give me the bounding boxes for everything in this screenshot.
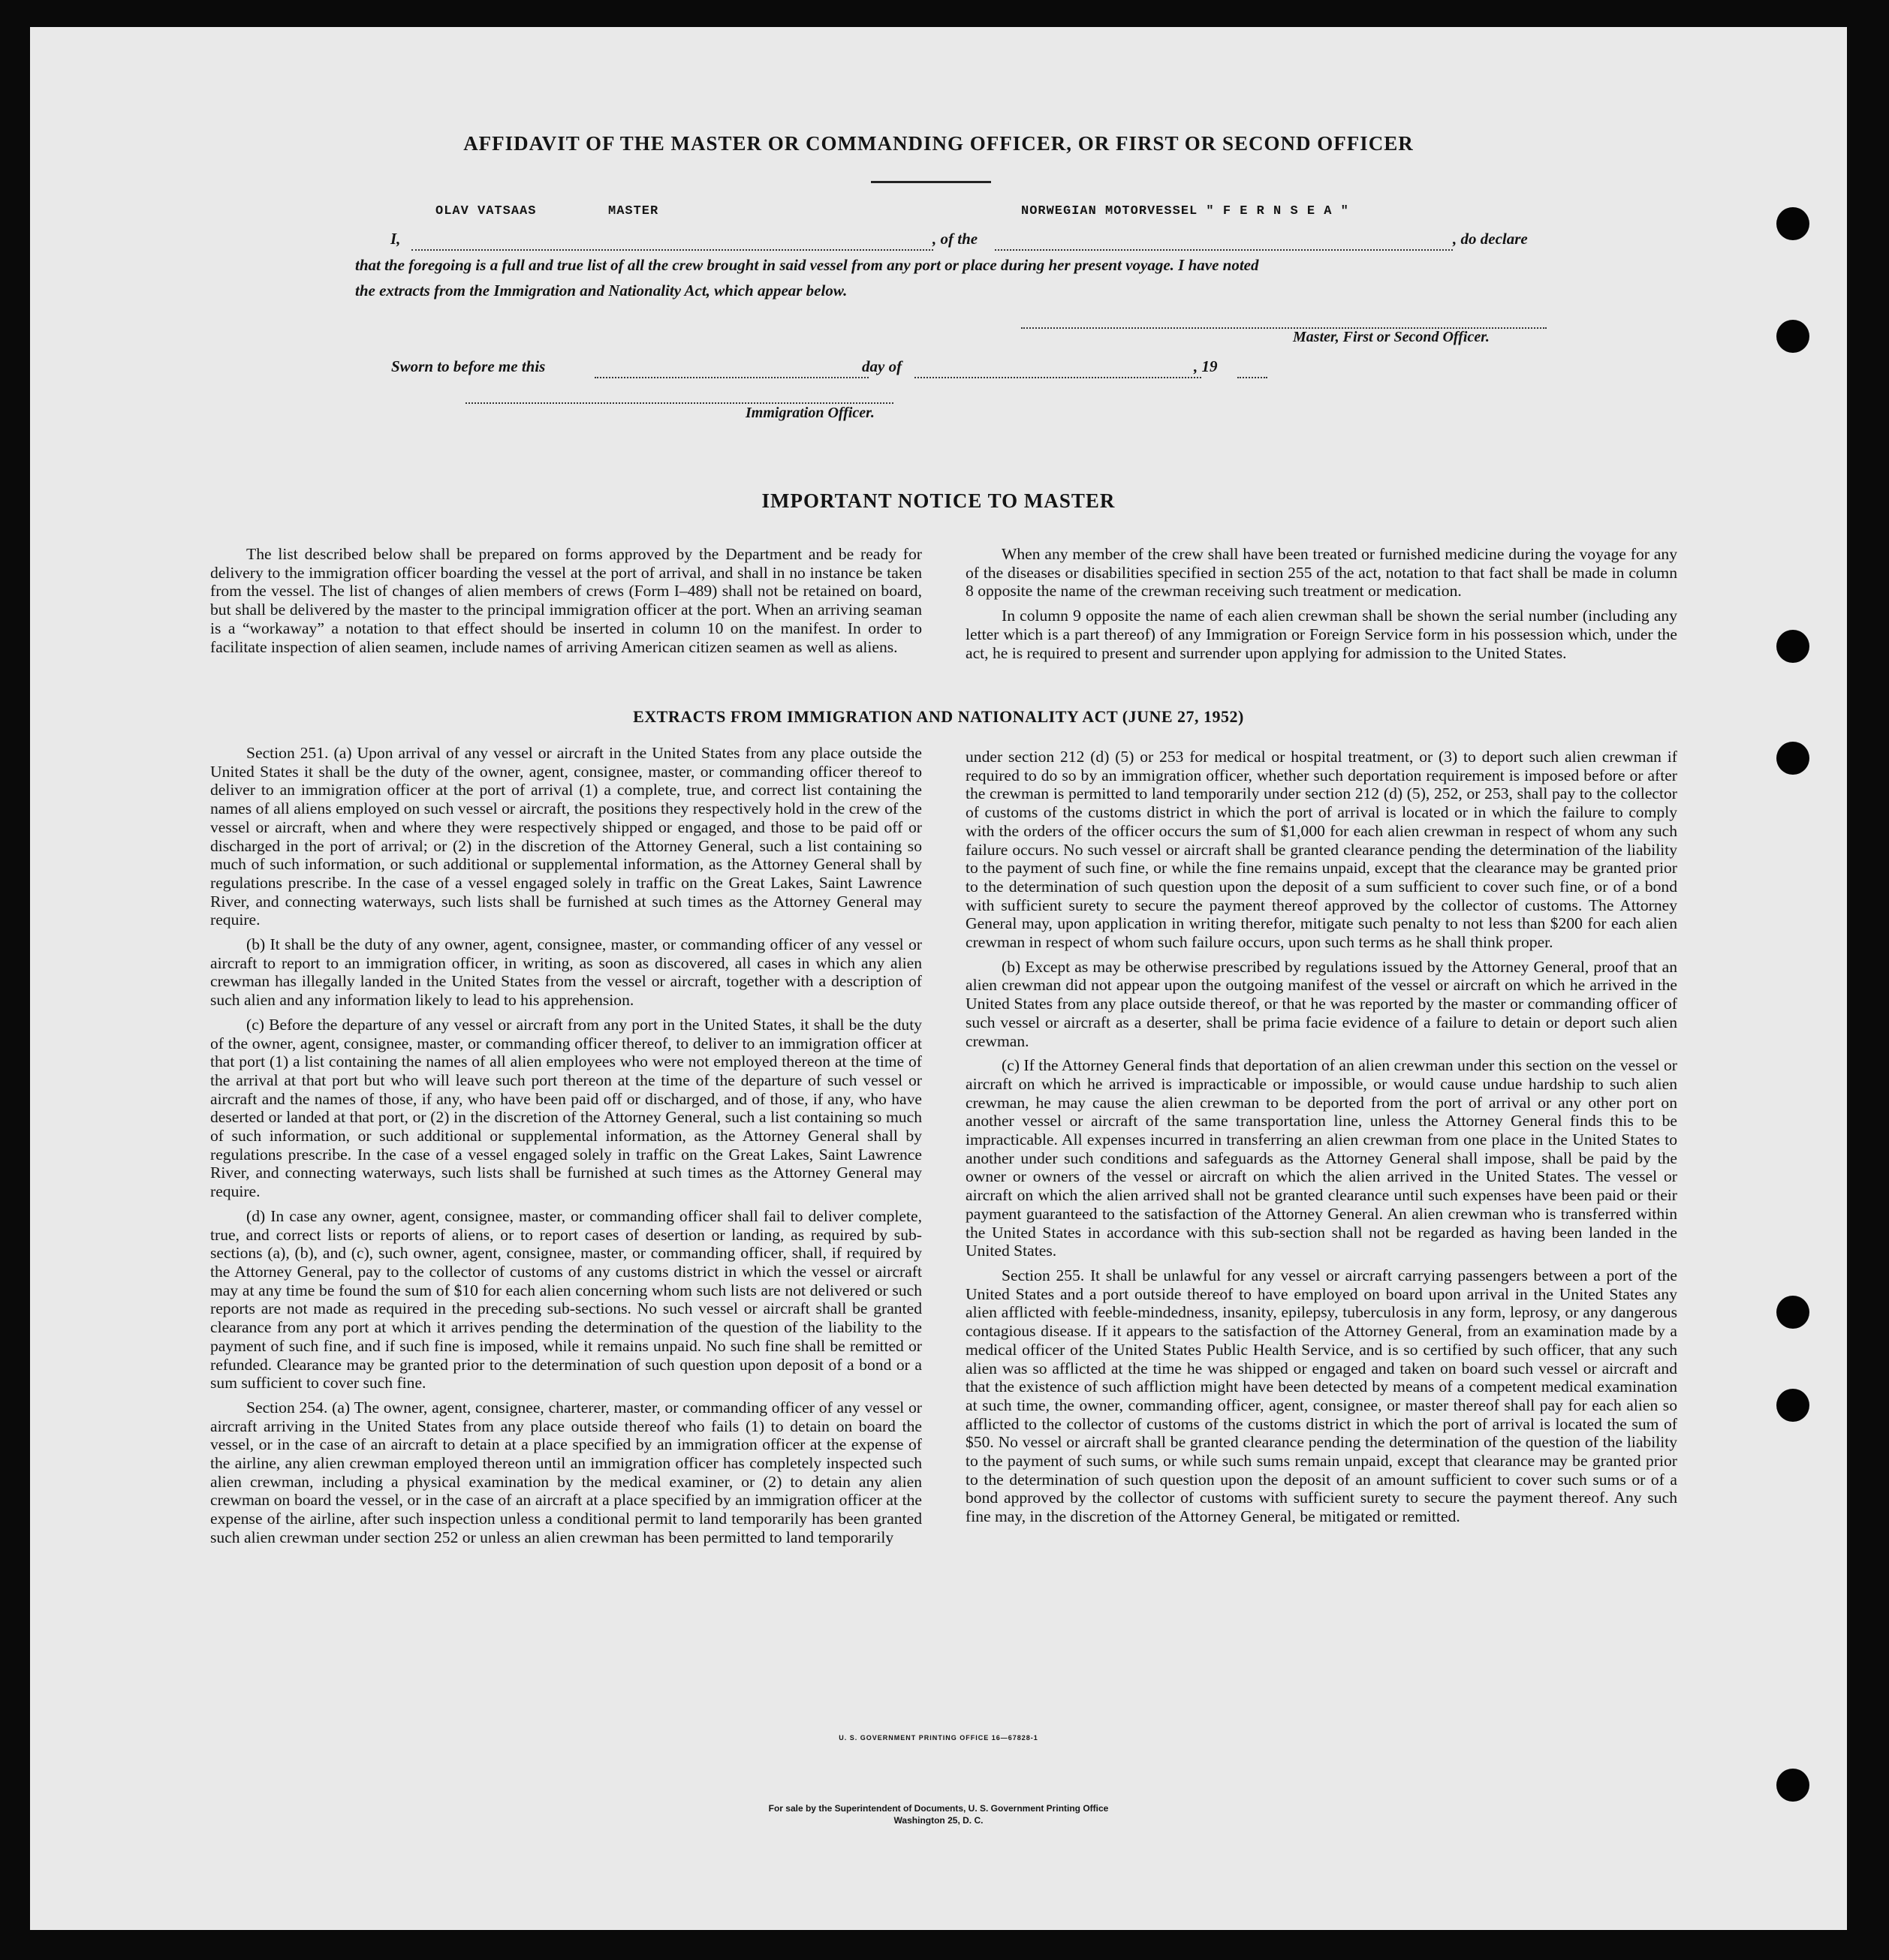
declaration-line-1: that the foregoing is a full and true list of all the crew brought in said vessel from any port or place during her present voyage. I have noted [355, 256, 1259, 274]
binder-hole [1776, 207, 1809, 240]
section-255: Section 255. It shall be unlawful for any vessel or aircraft carrying passengers between a port of the United States and a port outside thereof to have employed on board upon arrival in the United States any alien afflicted with feeble-mindedness, insanity, epilepsy, tuberculosis in any form, leprosy, or any dangerous contagious disease. If it appears to the satisfaction of the Attorney General, from an examination made by a medical officer of the United States Public Health Service, and is so certified by such officer, that any such alien was so afflicted at the time he was shipped or engaged and taken on board such vessel or aircraft and that the existence of such affliction might have been detected by means of a competent medical examination at such time, the owner, commanding officer, agent, consignee, or master thereof shall pay for each alien so afflicted to the collector of customs of the customs district in which the port of arrival is located the sum of $50. No vessel or aircraft shall be granted clearance pending the determination of the question of the liability to the payment of such sums, or while such sums remain unpaid, except that clearance may be granted prior to the determination of such question upon the deposit of an amount sufficient to cover such sums or of a bond approved by the collector of customs with sufficient surety to secure the payment thereof. Any such fine may, in the discretion of the Attorney General, be mitigated or remitted. [966, 1266, 1677, 1526]
section-251-d: (d) In case any owner, agent, consignee, master, or commanding officer shall fail to deliver complete, true, and correct lists or reports of aliens, or to report cases of desertion or landing, as required by sub-sections (a), (b), and (c), such owner, agent, consignee, master, or commanding officer, shall, if required by the Attorney General, pay to the collector of customs of any customs district in which the vessel or aircraft may at any time be found the sum of $10 for each alien concerning whom such lists are not delivered or such reports are not made as required in the preceding sub-sections. No such vessel or aircraft shall be granted clearance from any port at which it arrives pending the determination of the question of the liability to the payment of such fine, and if such fine is imposed, while it remains unpaid. No such fine shall be remitted or refunded. Clearance may be granted prior to the determination of such question upon deposit of a bond or a sum sufficient to cover such fine. [210, 1206, 922, 1392]
i-label: I, [390, 230, 401, 248]
notice-right-paragraph-2: In column 9 opposite the name of each alien crewman shall be shown the serial number (including any letter which is a part thereof) of any Immigration or Foreign Service form in his possession which, under the act, he is required to present and surrender upon applying for admission to the United States. [966, 607, 1677, 662]
sworn-month-line [914, 377, 1201, 378]
of-the-label: , of the [932, 230, 978, 248]
section-254-b: (b) Except as may be otherwise prescribed by regulations issued by the Attorney General, proof that an alien crewman did not appear upon the outgoing manifest of the vessel or aircraft on which he arrived in the United States from any place outside thereof, or that he was reported by the master or commanding officer of such vessel or aircraft as a deserter, shall be prima facie evidence of a failure to detain or deport such alien crewman. [966, 957, 1677, 1050]
section-251-b: (b) It shall be the duty of any owner, agent, consignee, master, or commanding officer of any vessel or aircraft to report to an immigration officer, in writing, as soon as discovered, all cases in which any alien crewman has illegally landed in the United States from the vessel or aircraft, together with a description of such alien and any information likely to lead to his apprehension. [210, 935, 922, 1010]
document-page [30, 27, 1847, 1930]
binder-hole [1776, 320, 1809, 353]
sale-line-2: Washington 25, D. C. [893, 1815, 984, 1826]
officer-name-line [411, 249, 933, 251]
immigration-officer-signature-line [465, 402, 893, 404]
printing-office-imprint: U. S. GOVERNMENT PRINTING OFFICE 16—67828-1 [839, 1734, 1038, 1742]
section-251-c: (c) Before the departure of any vessel or aircraft from any port in the United States, it shall be the duty of the owner, agent, consignee, master, or commanding officer thereof, to deliver to an immigration officer at that port (1) a list containing the names of all alien employees who were not employed thereon at the time of the arrival at that port but who will leave such port thereon at the time of the departure of such vessel or aircraft and the names of those, if any, who have been paid off or discharged, and of those, if any, who have deserted or landed at that port, or (2) in the discretion of the Attorney General, such a list containing so much of such information, or such additional or supplemental information, as the Attorney General shall by regulations prescribe. In the case of a vessel engaged solely in traffic on the Great Lakes, Saint Lawrence River, and connecting waterways, such lists shall be furnished at such times as the Attorney General may require. [210, 1015, 922, 1201]
do-declare-label: , do declare [1453, 230, 1528, 248]
notice-left-paragraph: The list described below shall be prepared on forms approved by the Department and be ready for delivery to the immigration officer boarding the vessel at the port of arrival, and shall in no instance be taken from the vessel. The list of changes of alien members of crews (Form I–489) shall not be retained on board, but shall be delivered by the master to the principal immigration officer at the port. When an arriving seaman is a “workaway” a notation to that effect should be inserted in column 10 on the manifest. In order to facilitate inspection of alien seamen, include names of arriving American citizen seamen as well as aliens. [210, 545, 922, 656]
section-251-a: Section 251. (a) Upon arrival of any vessel or aircraft in the United States from any place outside the United States it shall be the duty of the owner, agent, consignee, master, or commanding officer thereof to deliver to an immigration officer at the port of arrival (1) a complete, true, and correct list containing the names of all aliens employed on such vessel or aircraft, the positions they respectively hold in the crew of the vessel or aircraft, when and where they were respectively shipped or engaged, and those to be paid off or discharged in the port of arrival; or (2) in the discretion of the Attorney General, such a list containing so much of such information, or such additional or supplemental information, as the Attorney General shall by regulations prescribe. In the case of a vessel engaged solely in traffic on the Great Lakes, Saint Lawrence River, and connecting waterways, such lists shall be furnished at such times as the Attorney General may require. [210, 744, 922, 929]
section-254-c: (c) If the Attorney General finds that deportation of an alien crewman under this section on the vessel or aircraft on which he arrived is impracticable or impossible, or would cause undue hardship to such alien crewman, he may cause the alien crewman to be deported from the port of arrival or any other port on another vessel or aircraft of the same transportation line, unless the Attorney General finds this to be impracticable. All expenses incurred in transferring an alien crewman from one place in the United States to another under such conditions and safeguards as the Attorney General shall impose, shall be paid by the owner or owners of the vessel or aircraft on which the alien arrived in the United States. The vessel or aircraft on which the alien arrived shall not be granted clearance until such expenses have been paid or their payment guaranteed to the satisfaction of the Attorney General. An alien crewman who is transferred within the United States in accordance with this sub-section shall not be regarded as having been landed in the United States. [966, 1056, 1677, 1260]
notice-right-column [966, 545, 1677, 668]
notice-left-column [210, 545, 922, 662]
section-254-a: Section 254. (a) The owner, agent, consignee, charterer, master, or commanding officer of any vessel or aircraft arriving in the United States from any place outside thereof who fails (1) to detain on board the vessel, or in the case of an aircraft to detain at a place specified by an immigration officer at the expense of the airline, any alien crewman employed thereon until an immigration officer has completely inspected such alien crewman, including a physical examination by the medical examiner, or (2) to detain any alien crewman on board the vessel, or in the case of an aircraft at a place specified by an immigration officer at the expense of the airline, after such inspection unless a conditional permit to land temporarily has been granted such alien crewman under section 252 or unless an alien crewman has been permitted to land temporarily [210, 1398, 922, 1546]
officer-name-value: OLAV VATSAAS [435, 204, 537, 218]
vessel-value: NORWEGIAN MOTORVESSEL " F E R N S E A " [1021, 204, 1349, 218]
binder-hole [1776, 1296, 1809, 1329]
sworn-day-line [595, 377, 869, 378]
notice-title: IMPORTANT NOTICE TO MASTER [761, 489, 1116, 512]
binder-hole [1776, 630, 1809, 663]
extracts-left-column [210, 744, 922, 1553]
extracts-title: EXTRACTS FROM IMMIGRATION AND NATIONALITY ACT (JUNE 27, 1952) [633, 707, 1244, 726]
declaration-line-2: the extracts from the Immigration and Nationality Act, which appear below. [355, 282, 848, 300]
master-signature-label: Master, First or Second Officer. [1293, 329, 1490, 345]
binder-hole [1776, 1769, 1809, 1802]
notice-right-paragraph-1: When any member of the crew shall have been treated or furnished medicine during the voyage for any of the diseases or disabilities specified in section 255 of the act, notation to that fact shall be made in column 8 opposite the name of the crewman receiving such treatment or medication. [966, 545, 1677, 601]
immigration-officer-label: Immigration Officer. [746, 405, 875, 421]
binder-hole [1776, 742, 1809, 775]
sale-line-1: For sale by the Superintendent of Documents, U. S. Government Printing Office [768, 1803, 1109, 1814]
day-of-label: day of [862, 357, 902, 375]
year-label: , 19 [1194, 357, 1218, 375]
title-underline [871, 181, 991, 183]
binder-hole [1776, 1389, 1809, 1422]
sworn-year-line [1237, 377, 1267, 378]
officer-rank-value: MASTER [608, 204, 659, 218]
extracts-right-column [966, 748, 1677, 1532]
affidavit-title: AFFIDAVIT OF THE MASTER OR COMMANDING OFFICER, OR FIRST OR SECOND OFFICER [463, 132, 1414, 155]
section-254-a-continued: under section 212 (d) (5) or 253 for medical or hospital treatment, or (3) to deport such alien crewman if required to do so by an immigration officer, whether such deportation requirement is imposed before or after the crewman is permitted to land temporarily under section 212 (d) (5), 252, or 253, shall pay to the collector of customs of the customs district in which the port of arrival is located or in which the failure to comply with the orders of the officer occurs the sum of $1,000 for each alien crewman in respect of whom any such failure occurs. No such vessel or aircraft shall be granted clearance pending the determination of the liability to the payment of such fine, or while the fine remains unpaid, except that the clearance may be granted prior to the determination of such question upon the deposit of a sum sufficient to cover such fine, or of a bond with sufficient surety to secure the payment thereof approved by the collector of customs. The Attorney General may, upon application in writing therefor, mitigate such penalty to not less than $200 for each alien crewman in respect of whom such failure occurs, upon such terms as he shall think proper. [966, 748, 1677, 952]
vessel-line [995, 249, 1453, 251]
sworn-label: Sworn to before me this [391, 357, 546, 375]
